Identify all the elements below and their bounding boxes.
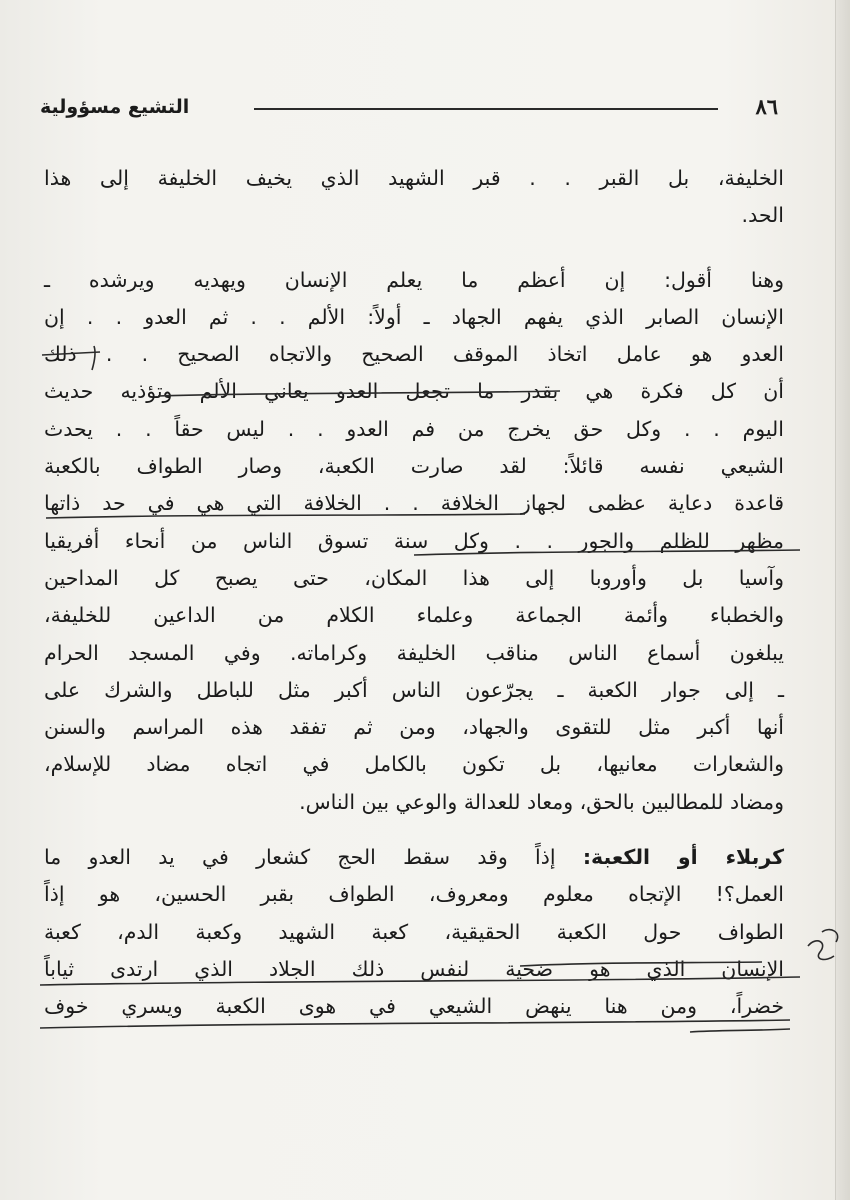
- text-line: مظهر للظلم والجور . . وكل سنة تسوق الناس من أنحاء أفريقيا: [44, 528, 784, 553]
- text-line: أنها أكبر مثل للتقوى والجهاد، ومن ثم تفقد هذه المراسم والسنن: [44, 715, 784, 740]
- text-line: وآسيا بل وأوروبا إلى هذا المكان، حتى يصبح كل المداحين: [44, 565, 784, 590]
- header-rule: [254, 108, 718, 110]
- text-line: الإنسان الذي هو ضحية لنفس ذلك الجلاد الذي ارتدى ثياباً: [44, 956, 784, 981]
- text-line: والخطباء وأئمة الجماعة وعلماء الكلام من الداعين للخليفة،: [44, 603, 784, 628]
- text-line: اليوم . . وكل حق يخرج من فم العدو . . ليس حقاً . . يحدث: [44, 416, 784, 441]
- book-title: التشيع مسؤولية: [40, 96, 190, 118]
- text-line: الشيعي نفسه قائلاً: لقد صارت الكعبة، وصار الطواف بالكعبة: [44, 454, 784, 479]
- page-edge: [835, 0, 850, 1200]
- text-line: أن كل فكرة هي بقدر ما تجعل العدو يعاني الألم وتؤذيه حديث: [44, 379, 784, 404]
- section-heading: كربلاء أو الكعبة:: [582, 845, 784, 870]
- paragraph-gap: [44, 235, 784, 262]
- text-line: العمل؟! الإتجاه معلوم ومعروف، الطواف بقبر الحسين، هو إذاً: [44, 882, 784, 907]
- text-line: الإنسان الصابر الذي يفهم الجهاد ـ أولاً: الألم . . ثم العدو . . إن: [44, 304, 784, 329]
- paragraph-gap: [44, 821, 784, 839]
- text-line: والشعارات معانيها، بل تكون بالكامل في اتجاه مضاد للإسلام،: [44, 752, 784, 777]
- text-line: ـ إلى جوار الكعبة ـ يجرّعون الناس أكبر مثل للباطل والشرك على: [44, 677, 784, 702]
- text-line: وهنا أقول: إن أعظم ما يعلم الإنسان ويهديه ويرشده ـ: [44, 267, 784, 292]
- text-line: الخليفة، بل القبر . . قبر الشهيد الذي يخيف الخليفة إلى هذا: [44, 166, 784, 190]
- text-line: قاعدة دعاية عظمى لجهاز الخلافة . . الخلافة التي هي في حد ذاتها: [44, 491, 784, 516]
- text-line: الحد.: [741, 203, 784, 228]
- page-number: ٨٦: [755, 94, 778, 119]
- text-line: [44, 839, 784, 876]
- text-line: يبلغون أسماع الناس مناقب الخليفة وكراماته. وفي المسجد الحرام: [44, 640, 784, 665]
- heading-line-text: إذاً وقد سقط الحج كشعار في يد العدو ما: [44, 845, 556, 870]
- text-line: ومضاد للمطالبين بالحق، ومعاد للعدالة والوعي بين الناس.: [299, 789, 784, 814]
- page-header: [40, 92, 780, 122]
- text-line: العدو هو عامل اتخاذ الموقف الصحيح والاتجاه الصحيح . . ذلك: [44, 342, 784, 367]
- text-line: خضراً، ومن هنا ينهض الشيعي في هوى الكعبة ويسري خوف: [44, 994, 784, 1019]
- text-line: الطواف حول الكعبة الحقيقية، كعبة الشهيد وكعبة الدم، كعبة: [44, 919, 784, 944]
- underline-mark: [690, 1029, 790, 1032]
- margin-scribble: [808, 930, 838, 960]
- body-text: [44, 160, 784, 1026]
